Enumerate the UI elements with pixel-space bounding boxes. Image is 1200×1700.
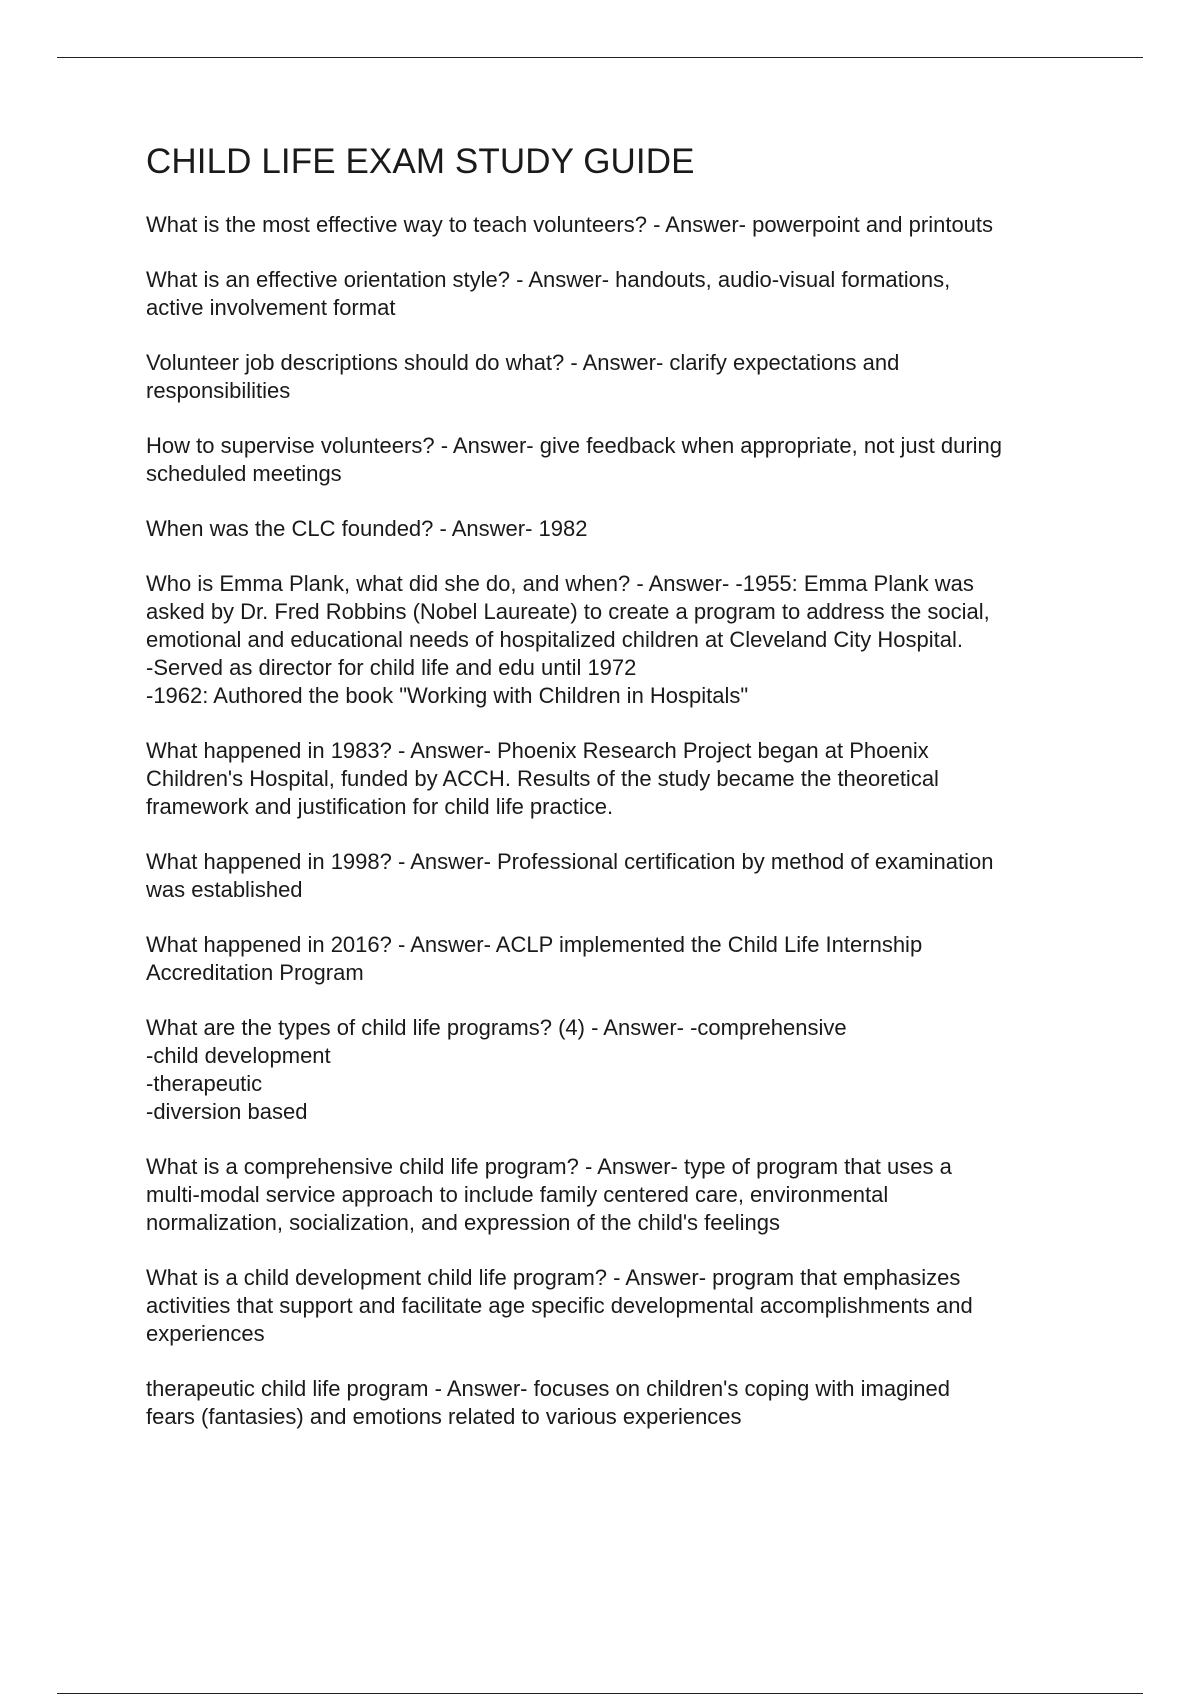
bottom-divider <box>57 1693 1143 1694</box>
qa-entry: therapeutic child life program - Answer- focuses on children's coping with imagined fears (fantasies) and emotions related to various experiences <box>146 1376 950 1429</box>
qa-entry: What happened in 1998? - Answer- Professional certification by method of examination was established <box>146 849 994 902</box>
qa-entry: What happened in 2016? - Answer- ACLP implemented the Child Life Internship Accreditation Program <box>146 932 923 985</box>
top-divider <box>57 57 1143 58</box>
qa-entry: Volunteer job descriptions should do what? - Answer- clarify expectations and responsibilities <box>146 350 900 403</box>
qa-entry: When was the CLC founded? - Answer- 1982 <box>146 516 588 541</box>
qa-entry: What happened in 1983? - Answer- Phoenix Research Project began at Phoenix Children's Hospital, funded by ACCH. Results of the study became the theoretical framework and justification for child life practice. <box>146 738 939 819</box>
qa-entry: What is a comprehensive child life program? - Answer- type of program that uses a multi-modal service approach to include family centered care, environmental normalization, socialization, and expression of the child's feelings <box>146 1154 952 1235</box>
page-title: CHILD LIFE EXAM STUDY GUIDE <box>146 142 695 181</box>
qa-list <box>146 211 1106 1431</box>
qa-entry: What is the most effective way to teach volunteers? - Answer- powerpoint and printouts <box>146 212 994 237</box>
qa-entry: What is a child development child life program? - Answer- program that emphasizes activities that support and facilitate age specific developmental accomplishments and experiences <box>146 1265 973 1346</box>
study-guide-content <box>146 140 1106 1458</box>
qa-entry: Who is Emma Plank, what did she do, and when? - Answer- -1955: Emma Plank was asked by Dr. Fred Robbins (Nobel Laureate) to create a program to address the social, emotional and educational needs of hospitalized children at Cleveland City Hospital. -Served as director for child life and edu until 1972 -1962: Authored the book "Working with Children in Hospitals" <box>146 571 990 708</box>
qa-entry: What is an effective orientation style? - Answer- handouts, audio-visual formations, active involvement format <box>146 267 951 320</box>
qa-entry: How to supervise volunteers? - Answer- give feedback when appropriate, not just during scheduled meetings <box>146 433 1003 486</box>
qa-entry: What are the types of child life programs? (4) - Answer- -comprehensive -child development -therapeutic -diversion based <box>146 1015 847 1124</box>
